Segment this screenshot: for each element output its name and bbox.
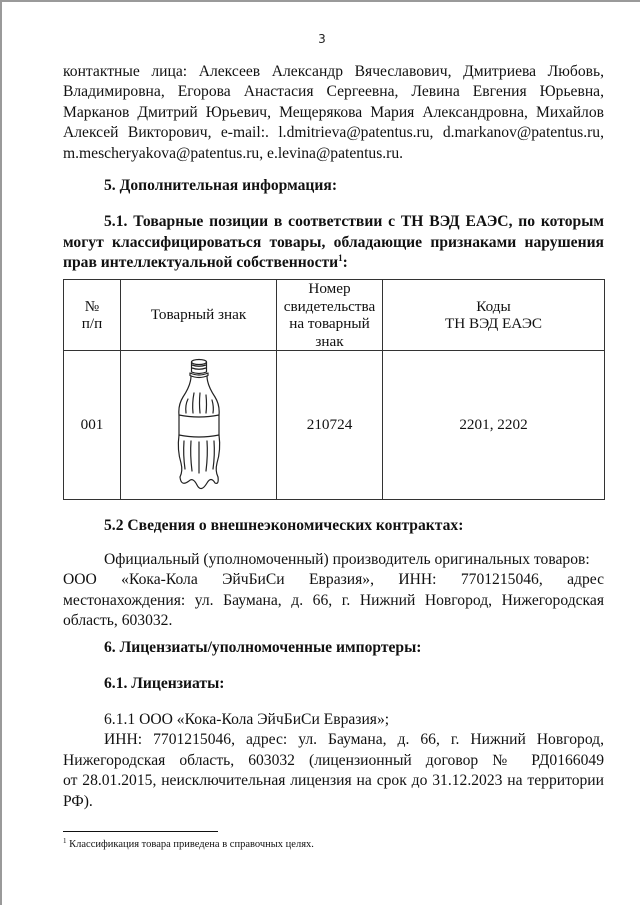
trademark-table <box>63 279 605 500</box>
text-line: ООО «Кока-Кола ЭйчБиСи Евразия», ИНН: 7701215046, адрес <box>63 571 604 589</box>
header-certificate <box>277 280 383 351</box>
header-codes <box>383 280 605 351</box>
text-line: Официальный (уполномоченный) производитель оригинальных товаров: <box>104 551 590 568</box>
text-line: Нижегородская область, 603032 (лицензионный договор № РД0166049 <box>63 751 604 769</box>
section-5-heading: 5. Дополнительная информация: <box>104 177 338 194</box>
header-num-line1: № <box>84 297 100 315</box>
header-cert-line: Номер <box>308 280 351 297</box>
page-number: 3 <box>318 32 326 46</box>
contracts-paragraph <box>63 550 604 632</box>
header-codes-line1: Коды <box>476 297 511 315</box>
header-codes-line2: ТН ВЭД ЕАЭС <box>444 315 543 332</box>
text-line: местонахождения: ул. Баумана, д. 66, г. Нижний Новгород, Нижегородская <box>63 591 604 609</box>
bottle-trademark-image <box>169 355 229 495</box>
header-trademark: Товарный знак <box>121 280 277 351</box>
text-line: от 28.01.2015, неисключительная лицензия на срок до 31.12.2023 на территории <box>63 772 604 790</box>
footnote-text: Классификация товара приведена в справочных целях. <box>66 839 314 850</box>
text-line: m.mescheryakova@patentus.ru, e.levina@patentus.ru. <box>63 144 404 162</box>
table-header-row <box>64 280 605 351</box>
text-line: Алексей Викторович, e-mail:. l.dmitrieva@patentus.ru, d.markanov@patentus.ru, <box>63 124 604 142</box>
text-line: Марканов Дмитрий Юрьевич, Мещерякова Мария Александровна, Михайлов <box>63 103 604 121</box>
heading-line <box>63 253 604 274</box>
section-5-2-heading: 5.2 Сведения о внешнеэкономических контрактах: <box>104 517 464 534</box>
text-line: контактные лица: Алексеев Александр Вячеславович, Дмитриева Любовь, <box>63 63 604 80</box>
heading-colon: : <box>342 254 348 271</box>
header-cert-line: свидетельства <box>283 297 376 315</box>
text-line: Владимировна, Егорова Анастасия Сергеевна, Левина Евгения Юрьевна, <box>63 83 604 101</box>
cell-num: 001 <box>64 351 121 500</box>
cell-codes: 2201, 2202 <box>383 351 605 500</box>
footnote-separator <box>63 831 218 832</box>
heading-line: могут классифицироваться товары, обладающие признаками нарушения <box>63 233 604 251</box>
section-6-1-heading: 6.1. Лицензиаты: <box>104 675 225 692</box>
text-line: ИНН: 7701215046, адрес: ул. Баумана, д. 66, г. Нижний Новгород, <box>104 731 604 749</box>
section-5-1-heading <box>63 212 604 274</box>
section-6-heading: 6. Лицензиаты/уполномоченные импортеры: <box>104 639 422 656</box>
footnote-ref[interactable]: 1 <box>338 253 343 263</box>
heading-line-text: прав интеллектуальной собственности <box>63 254 339 271</box>
heading-line: 5.1. Товарные позиции в соответствии с ТН ВЭД ЕАЭС, по которым <box>104 213 604 230</box>
header-cert-line: на товарный <box>289 315 370 332</box>
table-row <box>64 351 605 500</box>
cell-certificate: 210724 <box>277 351 383 500</box>
header-num <box>64 280 121 351</box>
header-num-line2: п/п <box>81 315 103 332</box>
cell-trademark <box>121 351 277 500</box>
contacts-paragraph <box>63 62 604 164</box>
licensees-paragraph <box>63 710 604 812</box>
footnote <box>63 838 314 851</box>
text-line: РФ). <box>63 792 93 810</box>
footnote-mark: 1 <box>63 837 67 845</box>
text-line: 6.1.1 ООО «Кока-Кола ЭйчБиСи Евразия»; <box>104 711 390 728</box>
header-cert-line: знак <box>315 332 344 350</box>
text-line: область, 603032. <box>63 612 173 630</box>
